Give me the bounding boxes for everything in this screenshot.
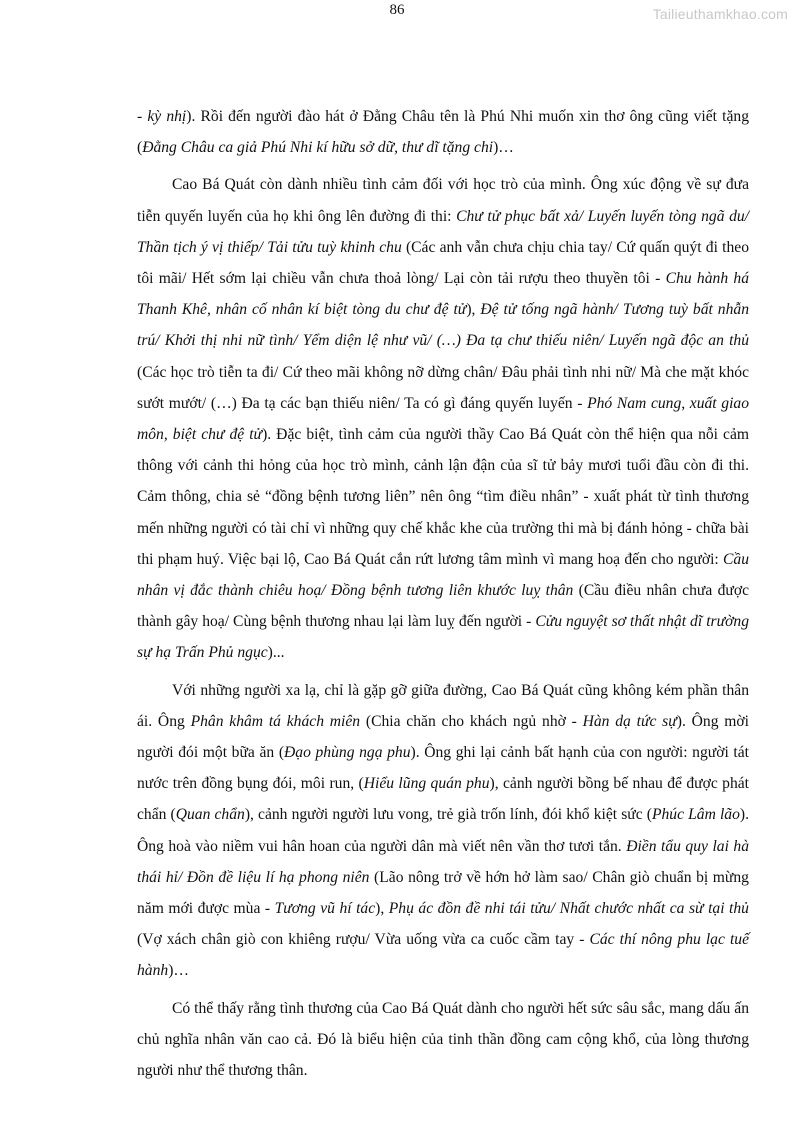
text-run: ). Rồi đến người đào hát ở Đằng Châu tên là Phú Nhi muốn xin thơ ông cũng viết tặng ( — [137, 108, 749, 157]
text-run: ). Ông mời người đói một bữa ăn ( — [137, 712, 749, 762]
italic-quote: Quan chẩn — [175, 806, 245, 824]
italic-quote: Tương vũ hí tác — [274, 900, 376, 918]
italic-quote: Cửu nguyệt sơ thất nhật dĩ trường sự hạ Trấn Phủ ngục — [137, 613, 750, 662]
italic-quote: Các thí nông phu lạc tuế hành — [137, 931, 749, 980]
paragraph — [137, 675, 749, 987]
watermark: Tailieuthamkhao.com — [652, 6, 788, 22]
paragraph — [137, 169, 749, 668]
text-run: ), cảnh người bồng bế nhau để được phát chẩn ( — [137, 775, 749, 824]
italic-quote: Chư tử phục bất xả/ Luyến luyến tòng ngã du/ Thần tịch ý vị thiếp/ Tải tửu tuỳ khinh chu — [137, 207, 749, 256]
italic-quote: Chu hành há Thanh Khê, nhân cố nhân kí biệt tòng du chư đệ tử — [137, 270, 750, 319]
text-run: ), — [466, 301, 481, 319]
text-run: ). Ông hoà vào niềm vui hân hoan của người dân mà viết nên vần thơ tươi tắn. — [137, 806, 749, 855]
paragraph — [137, 993, 749, 1087]
body-text — [137, 101, 749, 1092]
text-run: )… — [168, 962, 189, 980]
italic-quote: Phó Nam cung, xuất giao môn, biệt chư đệ tử — [137, 394, 749, 444]
italic-quote: Phúc Lâm lão — [651, 806, 740, 824]
text-run: ). Đặc biệt, tình cảm của người thầy Cao Bá Quát còn thể hiện qua nỗi cảm thông với cảnh thi hỏng của học trò mình, cảnh lận đận của sĩ tử bảy mươi tuổi đầu còn đi thi. Cảm thông, chia sẻ “đồng bệnh tương liên” nên ông “tìm điều nhân” - xuất phát từ tình thương mến những người có tài chỉ vì những quy chế khắc khe của trường thi mà bị đánh hỏng - chữa bài thi phạm huý. Việc bại lộ, Cao Bá Quát cắn rứt lương tâm mình vì mang hoạ đến cho người: — [137, 426, 749, 568]
text-run: )... — [267, 644, 285, 662]
text-run: (Các anh vẫn chưa chịu chia tay/ Cứ quấn quýt đi theo tôi mãi/ Hết sớm lại chiều vẫn chưa thoả lòng/ Lại còn tải rượu theo thuyền tôi - — [137, 238, 749, 288]
text-run: (Các học trò tiễn ta đi/ Cứ theo mãi không nỡ dừng chân/ Đâu phải tình nhi nữ/ Mà che mặt khóc sướt mướt/ (…) Đa tạ các bạn thiếu niên/ Ta có gì đáng quyến luyến - — [137, 363, 749, 412]
paragraph — [137, 101, 749, 163]
text-run: (Cầu điều nhân chưa được thành gây hoạ/ Cùng bệnh thương nhau lại làm luỵ đến người - — [137, 582, 749, 631]
italic-quote: Phụ ác đồn đề nhi tái tửu/ Nhất chước nhất ca sừ tại thủ — [388, 900, 749, 918]
italic-quote: kỳ nhị — [147, 108, 187, 125]
italic-quote: Cầu nhân vị đắc thành chiêu hoạ/ Đồng bệnh tương liên khước luỵ thân — [137, 550, 749, 600]
italic-quote: Đằng Châu ca giả Phú Nhi kí hữu sở dữ, thư dĩ tặng chi — [142, 139, 494, 157]
text-run: )… — [493, 139, 514, 157]
italic-quote: Điền tẩu quy lai hà thái hỉ/ Đồn đề liệu lí hạ phong niên — [137, 837, 749, 886]
italic-quote: Đạo phùng ngạ phu — [284, 744, 411, 762]
italic-quote: Hàn dạ tức sự — [582, 712, 677, 730]
page-number: 86 — [389, 2, 405, 18]
text-run: Có thể thấy rằng tình thương của Cao Bá Quát dành cho người hết sức sâu sắc, mang dấu ấn chủ nghĩa nhân văn cao cả. Đó là biểu hiện của tinh thần đồng cam cộng khổ, của lòng thương người như thể thương thân. — [137, 999, 749, 1080]
text-run: Với những người xa lạ, chỉ là gặp gỡ giữa đường, Cao Bá Quát cũng không kém phần thân ái. Ông — [137, 681, 749, 730]
italic-quote: Phân khâm tá khách miên — [190, 712, 361, 730]
text-run: (Chia chăn cho khách ngủ nhờ - — [360, 712, 583, 730]
text-run: Cao Bá Quát còn dành nhiều tình cảm đối với học trò của mình. Ông xúc động về sự đưa tiễn quyến luyến của họ khi ông lên đường đi thi: — [137, 176, 749, 225]
text-run: (Vợ xách chân giò con khiêng rượu/ Vừa uống vừa ca cuốc cầm tay - — [137, 931, 590, 949]
text-run: (Lão nông trở về hớn hở làm sao/ Chân giò chuẩn bị mừng năm mới được mùa - — [137, 868, 749, 918]
text-run: ), — [375, 900, 389, 918]
text-run: - — [137, 108, 148, 125]
text-run: ), cảnh người người lưu vong, trẻ già trốn lính, đói khổ kiệt sức ( — [244, 806, 652, 824]
text-run: ). Ông ghi lại cảnh bất hạnh của con người: người tát nước trên đồng bụng đói, môi run, ( — [137, 744, 749, 793]
italic-quote: Hiểu lũng quán phu — [363, 775, 490, 793]
italic-quote: Đệ tử tống ngã hành/ Tương tuỳ bất nhẫn trú/ Khởi thị nhi nữ tình/ Yểm diện lệ như vũ/ (…) Đa tạ chư thiếu niên/ Luyến ngã độc an thủ — [137, 301, 749, 350]
